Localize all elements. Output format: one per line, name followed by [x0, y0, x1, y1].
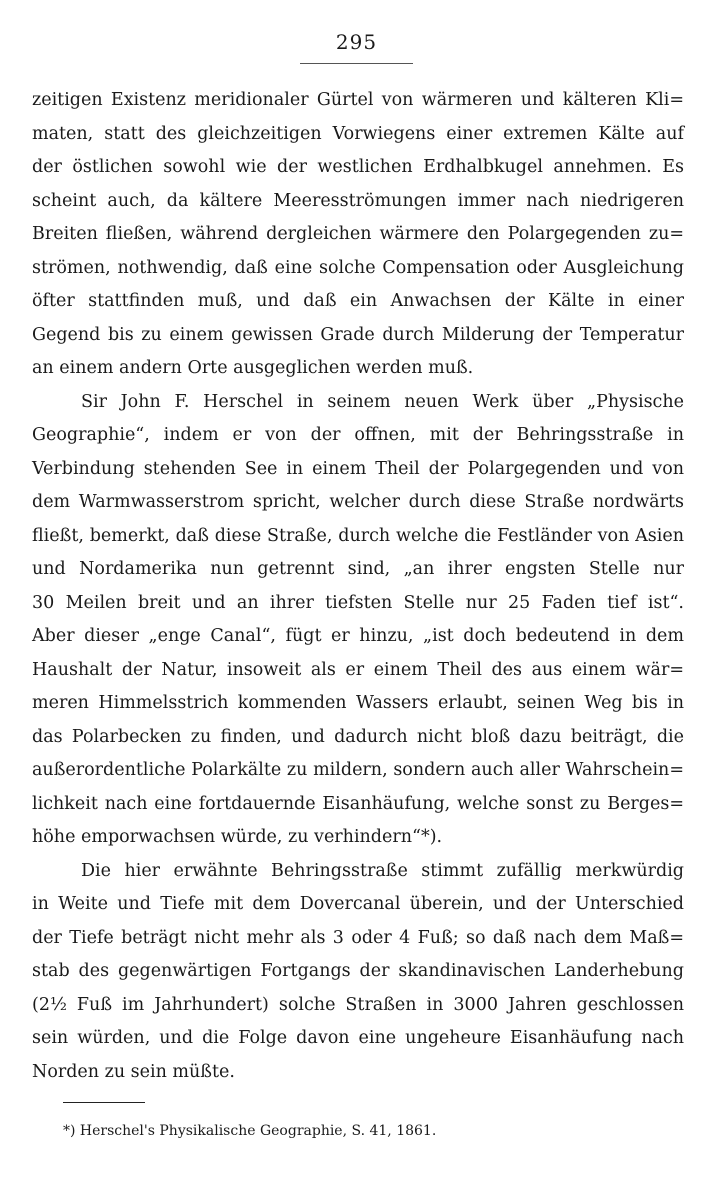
- footnote-rule: [63, 1102, 145, 1103]
- header-rule: [300, 63, 413, 64]
- text-line: sein würden, und die Folge davon eine ungeheure Eisanhäufung nach: [32, 1028, 684, 1048]
- page-number: 295: [335, 30, 378, 54]
- text-line: lichkeit nach eine fortdauernde Eisanhäufung, welche sonst zu Berges=: [32, 793, 684, 814]
- text-line: fließt, bemerkt, daß diese Straße, durch welche die Festländer von Asien: [32, 525, 684, 546]
- text-line: 30 Meilen breit und an ihrer tiefsten Stelle nur 25 Faden tief ist“.: [32, 592, 684, 613]
- text-line: Geographie“, indem er von der offnen, mit der Behringsstraße in: [32, 425, 684, 445]
- text-line: dem Warmwasserstrom spricht, welcher durch diese Straße nordwärts: [32, 492, 684, 512]
- text-line: Verbindung stehenden See in einem Theil der Polargegenden und von: [32, 458, 684, 479]
- text-line: und Nordamerika nun getrennt sind, „an ihrer engsten Stelle nur: [32, 559, 684, 579]
- text-line: zeitigen Existenz meridionaler Gürtel von wärmeren und kälteren Kli=: [32, 90, 684, 110]
- footnote: *) Herschel's Physikalische Geographie, S. 41, 1861.: [63, 1123, 437, 1139]
- text-line: das Polarbecken zu finden, und dadurch nicht bloß dazu beiträgt, die: [32, 726, 684, 747]
- text-line: strömen, nothwendig, daß eine solche Compensation oder Ausgleichung: [32, 257, 684, 278]
- text-line: öfter stattfinden muß, und daß ein Anwachsen der Kälte in einer: [32, 291, 684, 311]
- text-line: stab des gegenwärtigen Fortgangs der skandinavischen Landerhebung: [32, 961, 684, 981]
- body-text: [32, 84, 684, 1089]
- text-line: in Weite und Tiefe mit dem Dovercanal überein, und der Unterschied: [32, 894, 684, 914]
- text-line: scheint auch, da kältere Meeresströmungen immer nach niedrigeren: [32, 190, 684, 211]
- text-line: meren Himmelsstrich kommenden Wassers erlaubt, seinen Weg bis in: [32, 693, 684, 713]
- text-line: Die hier erwähnte Behringsstraße stimmt zufällig merkwürdig: [81, 860, 684, 881]
- text-line: (2½ Fuß im Jahrhundert) solche Straßen in 3000 Jahren geschlossen: [32, 994, 684, 1015]
- text-line: Sir John F. Herschel in seinem neuen Werk über „Physische: [81, 391, 684, 412]
- text-line: außerordentliche Polarkälte zu mildern, sondern auch aller Wahrschein=: [32, 760, 684, 780]
- text-line: an einem andern Orte ausgeglichen werden muß.: [32, 358, 474, 378]
- text-line: Breiten fließen, während dergleichen wärmere den Polargegenden zu=: [32, 224, 684, 244]
- text-line: maten, statt des gleichzeitigen Vorwiegens einer extremen Kälte auf: [32, 123, 684, 144]
- text-line: Gegend bis zu einem gewissen Grade durch Milderung der Temperatur: [32, 324, 684, 345]
- text-line: der östlichen sowohl wie der westlichen Erdhalbkugel annehmen. Es: [32, 157, 684, 177]
- text-line: höhe emporwachsen würde, zu verhindern“*).: [32, 827, 443, 847]
- text-line: der Tiefe beträgt nicht mehr als 3 oder 4 Fuß; so daß nach dem Maß=: [32, 927, 684, 948]
- text-line: Norden zu sein müßte.: [32, 1061, 235, 1082]
- text-line: Aber dieser „enge Canal“, fügt er hinzu, „ist doch bedeutend in dem: [32, 626, 684, 646]
- text-line: Haushalt der Natur, insoweit als er einem Theil des aus einem wär=: [32, 659, 684, 680]
